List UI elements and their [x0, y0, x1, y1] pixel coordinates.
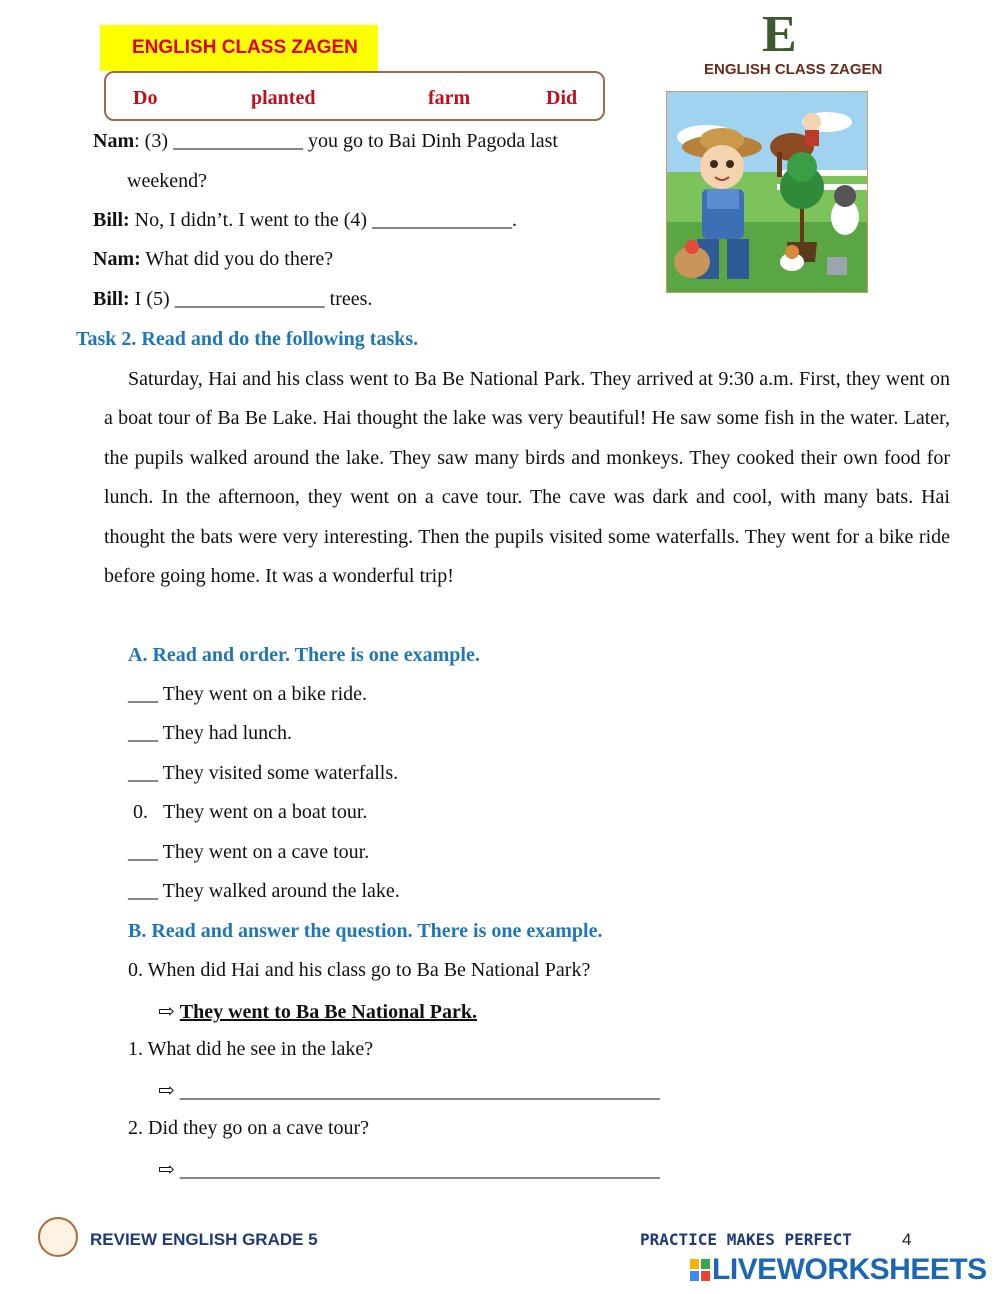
question-0: 0. When did Hai and his class go to Ba Be National Park? — [128, 959, 591, 981]
word-did: Did — [546, 87, 578, 109]
order-blank: ___ — [128, 762, 158, 784]
speaker-nam: Nam: — [93, 248, 141, 270]
order-blank: ___ — [128, 841, 158, 863]
task2-title: Task 2. Read and do the following tasks. — [76, 328, 419, 350]
word-farm: farm — [428, 87, 471, 109]
farm-illustration-icon — [667, 92, 867, 292]
order-item-example: 0. They went on a boat tour. — [133, 801, 368, 823]
dialogue-text: (3) _____________ you go to Bai Dinh Pagoda last — [139, 130, 558, 152]
answer-line[interactable]: ________________________________________________ — [179, 1080, 660, 1102]
badge-text: ENGLISH CLASS ZAGEN — [132, 37, 358, 58]
order-blank: ___ — [128, 683, 158, 705]
arrow-icon: ⇨ — [158, 1159, 175, 1181]
school-logo-icon — [38, 1217, 78, 1257]
liveworksheets-logo-icon — [690, 1255, 710, 1277]
order-item: ___ They visited some waterfalls. — [128, 762, 399, 784]
brand-text: LIVEWORKSHEETS — [712, 1253, 987, 1286]
question-1: 1. What did he see in the lake? — [128, 1038, 374, 1060]
dialogue-text: No, I didn’t. I went to the (4) ______________. — [129, 209, 518, 231]
arrow-icon: ⇨ — [158, 1080, 175, 1102]
order-item: ___ They walked around the lake. — [128, 880, 400, 902]
partA-title: A. Read and order. There is one example. — [128, 644, 480, 666]
order-blank: ___ — [128, 722, 158, 744]
logo-letter: E — [762, 6, 797, 63]
arrow-icon: ⇨ — [158, 1001, 175, 1023]
answer-1 — [158, 1078, 660, 1103]
dialogue-text: I (5) _______________ trees. — [129, 288, 373, 310]
answer-2 — [158, 1157, 660, 1182]
farm-boy-illustration — [666, 91, 868, 293]
page-number: 4 — [902, 1230, 912, 1249]
example-answer: They went to Ba Be National Park. — [179, 1001, 477, 1023]
liveworksheets-brand — [690, 1253, 987, 1287]
footer-title: REVIEW ENGLISH GRADE 5 — [90, 1230, 318, 1249]
order-item: ___ They had lunch. — [128, 722, 293, 744]
order-item: ___ They went on a bike ride. — [128, 683, 368, 705]
answer-0 — [158, 999, 477, 1024]
footer-slogan: PRACTICE MAKES PERFECT — [640, 1230, 852, 1249]
question-2: 2. Did they go on a cave tour? — [128, 1117, 370, 1139]
speaker-bill: Bill: — [93, 209, 130, 231]
speaker-bill: Bill: — [93, 288, 130, 310]
order-item: ___ They went on a cave tour. — [128, 841, 370, 863]
dialogue-line-3 — [93, 209, 517, 232]
word-do: Do — [133, 87, 158, 109]
order-blank: ___ — [128, 880, 158, 902]
word-box — [104, 71, 605, 121]
logo-text: ENGLISH CLASS ZAGEN — [704, 61, 883, 78]
class-badge — [100, 25, 378, 71]
word-planted: planted — [251, 87, 316, 109]
brand-logo — [700, 5, 883, 85]
dialogue-text: What did you do there? — [140, 248, 334, 270]
reading-passage: Saturday, Hai and his class went to Ba Be National Park. They arrived at 9:30 a.m. First, they went on a boat tour of Ba Be Lake. Hai thought the lake was very beautiful! He saw some fish in the water. Later, the pupils walked around the lake. They saw many birds and monkeys. They cooked their own food for lunch. In the afternoon, they went on a cave tour. The cave was dark and cool, with many bats. Hai thought the bats were very interesting. Then the pupils visited some waterfalls. They went for a bike ride before going home. It was a wonderful trip! — [104, 368, 950, 588]
dialogue-line-5 — [93, 288, 372, 311]
order-number: 0. — [133, 801, 148, 823]
answer-line[interactable]: ________________________________________________ — [179, 1159, 660, 1181]
dialogue-text: weekend? — [127, 170, 207, 192]
dialogue-line-4 — [93, 248, 333, 271]
dialogue-line-2 — [127, 170, 207, 193]
partB-title: B. Read and answer the question. There is one example. — [128, 920, 603, 942]
dialogue-line-1: Nam: (3) _____________ you go to Bai Dinh Pagoda last — [93, 130, 558, 152]
speaker-nam: Nam — [93, 130, 135, 152]
